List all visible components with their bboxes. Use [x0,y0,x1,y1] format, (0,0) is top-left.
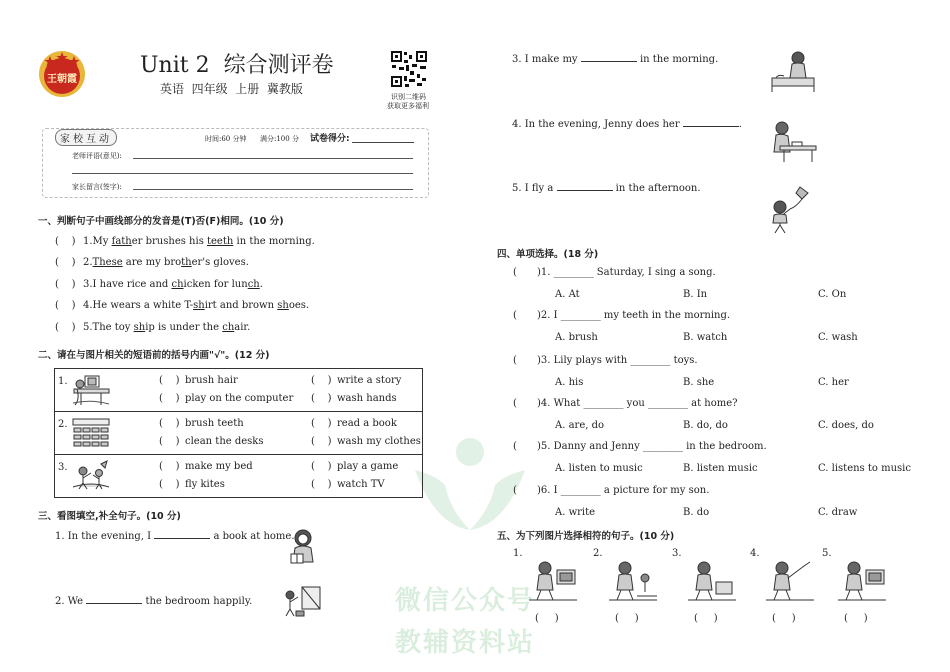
phrase-text: wash my clothes [337,436,421,447]
mc-option-a[interactable]: A. listen to music [555,463,643,474]
underlined-sound: th [181,257,192,268]
fill-blank-item [512,52,718,65]
answer-blank[interactable] [154,529,210,539]
qr-caption-2: 获取更多福利 [387,102,429,110]
sentence-text: 4. [83,300,93,311]
logo-text: 王朝霞 [47,74,77,85]
question-text: )2. I ________ my teeth in the morning. [537,310,731,321]
watermark-line-1: 微信公众号 [395,586,536,616]
answer-paren[interactable]: ( ) [615,613,639,624]
mc-option-c[interactable]: C. wash [818,332,858,343]
phrase-text: write a story [337,375,402,386]
sentence-text: 4. In the evening, Jenny does her [512,119,683,130]
teacher-comment-label: 老师评语(意见): [72,152,122,160]
phrase-option[interactable] [311,479,385,490]
phrase-option[interactable] [311,393,397,404]
answer-blank[interactable] [683,117,739,127]
picture-number: 2. [593,548,603,559]
score-label: 试卷得分: [310,134,350,144]
sentence-text: icken for lun [183,279,248,290]
mc-question [513,485,709,496]
sentence-text: air. [234,322,251,333]
picture-number: 3. [672,548,682,559]
answer-paren[interactable]: ( ) [772,613,796,624]
sentence-text: 2. [83,257,93,268]
mc-question [513,398,738,409]
parent-comment-label: 家长留言(签字): [72,183,122,191]
check-paren[interactable]: ( ) [159,393,180,404]
sentence-text: in the morning. [233,236,315,247]
sentence-text: 2. We [55,596,87,607]
home-school-badge: 家校互动 [55,129,117,146]
answer-paren[interactable]: ( [513,310,517,321]
check-paren[interactable]: ( ) [159,436,180,447]
sentence-text: er's gloves. [191,257,249,268]
phrase-text: fly kites [185,479,225,490]
phrase-text: clean the desks [185,436,264,447]
picture-number: 1. [513,548,523,559]
waving-boy-image [764,556,816,602]
answer-paren[interactable]: ( ) [55,322,76,333]
sentence-text: 5. [83,322,93,333]
picture-number: 3. [58,462,68,473]
check-paren[interactable]: ( ) [311,461,332,472]
picture-number: 4. [750,548,760,559]
computer-room-image [71,373,111,407]
time-limit: 时间:60 分钟 [205,135,247,143]
flying-kite-image [766,185,812,235]
check-paren[interactable]: ( ) [159,461,180,472]
phrase-text: watch TV [337,479,385,490]
sentence-text: My [92,236,112,247]
check-paren[interactable]: ( ) [311,393,332,404]
check-paren[interactable]: ( ) [311,375,332,386]
question-text: )3. Lily plays with ________ toys. [537,355,698,366]
picture-number: 2. [58,419,68,430]
sentence-text: in the afternoon. [612,183,701,194]
phrase-option[interactable] [159,461,253,472]
underlined-sound: sh [277,300,289,311]
section3-title: 三、看图填空,补全句子。(10 分) [38,511,181,522]
mc-option-a[interactable]: A. At [555,289,580,300]
answer-blank[interactable] [557,181,613,191]
picture-number: 5. [822,548,832,559]
phrase-option[interactable] [159,436,264,447]
answer-paren[interactable]: ( ) [694,613,718,624]
table-divider-1 [55,411,422,412]
mc-option-b[interactable]: B. In [683,289,708,300]
computer-boy-image [527,556,579,602]
mc-option-a[interactable]: A. write [555,507,596,518]
section5-title: 五、为下列图片选择相符的句子。(10 分) [497,531,675,542]
sentence-text: are my bro [122,257,182,268]
phrase-text: brush teeth [185,418,244,429]
sentence-text: ip is under the [145,322,223,333]
question-text: )4. What ________ you ________ at home? [537,398,738,409]
phrase-text: read a book [337,418,397,429]
tf-item [55,279,263,290]
underlined-sound: sh [133,322,146,333]
phrase-option[interactable] [311,461,398,472]
answer-blank[interactable] [86,594,142,604]
mc-question [513,355,698,366]
phrase-text: brush hair [185,375,238,386]
answer-paren[interactable]: ( ) [55,279,76,290]
parent-comment-line[interactable] [133,189,413,190]
mc-question [513,267,716,278]
answer-paren[interactable]: ( ) [535,613,559,624]
mc-option-a[interactable]: A. brush [555,332,598,343]
sharing-kids-image [607,556,659,602]
check-paren[interactable]: ( ) [311,479,332,490]
check-paren[interactable]: ( ) [311,418,332,429]
underlined-sound: ch [222,322,235,333]
fill-blank-item [512,117,742,130]
mc-option-a[interactable]: A. are, do [555,420,605,431]
mc-option-c[interactable]: C. her [818,377,849,388]
sentence-text: 1. In the evening, I [55,531,155,542]
fill-blank-item [55,529,295,542]
sentence-text: 1. [83,236,93,247]
mc-option-b[interactable]: B. do, do [683,420,728,431]
phrase-text: make my bed [185,461,253,472]
score-field[interactable] [352,142,414,143]
answer-paren[interactable]: ( ) [55,300,76,311]
answer-paren[interactable]: ( ) [55,236,76,247]
tf-item [55,300,309,311]
fill-blank-item [512,181,701,194]
answer-paren[interactable]: ( ) [844,613,868,624]
answer-paren[interactable]: ( [513,398,517,409]
mc-option-c[interactable]: C. draw [818,507,858,518]
underlined-sound: ch [171,279,184,290]
phrase-option[interactable] [311,418,397,429]
check-paren[interactable]: ( ) [159,375,180,386]
table-divider-2 [55,454,422,455]
tf-item [55,236,315,247]
watermark-line-2: 教辅资料站 [395,628,536,658]
making-bed-image [768,48,818,94]
section4-title: 四、单项选择。(18 分) [497,249,599,260]
fill-blank-item [55,594,252,607]
question-text: )6. I ________ a picture for my son. [537,485,710,496]
section2-title: 二、请在与图片相关的短语前的括号内画"√"。(12 分) [38,350,270,361]
mc-option-b[interactable]: B. do [683,507,710,518]
underlined-sound: fath [111,236,132,247]
qr-caption-1: 识别二维码 [391,93,426,101]
mc-option-b[interactable]: B. watch [683,332,728,343]
sentence-text: He wears a white T- [92,300,194,311]
mc-option-b[interactable]: B. she [683,377,715,388]
sentence-text: The toy [92,322,134,333]
sentence-text: oes. [288,300,310,311]
phrase-option[interactable] [311,436,421,447]
sentence-text: a book at home. [210,531,295,542]
teacher-comment-line-1[interactable] [133,158,413,159]
answer-paren[interactable]: ( [513,485,517,496]
answer-paren[interactable]: ( [513,267,517,278]
phrase-option[interactable] [159,418,244,429]
mc-option-b[interactable]: B. listen music [683,463,758,474]
section1-title: 一、判断句子中画线部分的发音是(T)否(F)相同。(10 分) [38,216,284,227]
sentence-text: 3. [83,279,93,290]
sentence-text: the bedroom happily. [142,596,253,607]
answer-paren[interactable]: ( [513,355,517,366]
phrase-text: play on the computer [185,393,294,404]
check-paren[interactable]: ( ) [159,418,180,429]
qr-code[interactable] [390,50,428,88]
mc-option-c[interactable]: C. listens to music [818,463,911,474]
page-title: Unit 2 综合测评卷 [140,53,334,78]
cleaning-bedroom-image [282,583,324,619]
sentence-text: . [259,279,263,290]
underlined-sound: sh [193,300,205,311]
phrase-option[interactable] [159,393,293,404]
publisher-logo [38,50,86,98]
sentence-text: I have rice and [92,279,172,290]
sentence-text: in the morning. [636,54,719,65]
answer-paren[interactable]: ( [513,441,517,452]
question-text: )5. Danny and Jenny ________ in the bedroom. [537,441,767,452]
girl-reading-image [287,528,321,570]
underlined-sound: These [92,257,123,268]
washing-clothes-image [686,556,738,602]
phrase-text: wash hands [337,393,397,404]
section2-table [54,368,423,498]
kids-playing-image [71,459,111,493]
mc-question [513,441,767,452]
sentence-text: er brushes his [131,236,207,247]
mc-option-a[interactable]: A. his [555,377,584,388]
tf-item [55,322,250,333]
underlined-sound: teeth [207,236,234,247]
homework-image [766,118,820,164]
tf-item [55,257,249,268]
mc-question [513,310,730,321]
phrase-option[interactable] [311,375,401,386]
phrase-text: play a game [337,461,399,472]
watching-tv-image [836,556,888,602]
phrase-option[interactable] [159,479,225,490]
full-score: 满分:100 分 [260,135,299,143]
answer-paren[interactable]: ( ) [55,257,76,268]
underlined-sound: ch [247,279,260,290]
phrase-option[interactable] [159,375,238,386]
answer-blank[interactable] [581,52,637,62]
classroom-desks-image [71,416,111,450]
picture-number: 1. [58,376,68,387]
question-text: )1. ________ Saturday, I sing a song. [537,267,716,278]
page-subtitle: 英语 四年级 上册 冀教版 [160,82,303,96]
teacher-comment-line-2[interactable] [72,173,413,174]
sentence-text: 3. I make my [512,54,581,65]
mc-option-c[interactable]: C. On [818,289,847,300]
check-paren[interactable]: ( ) [159,479,180,490]
sentence-text: irt and brown [204,300,278,311]
sentence-text: . [738,119,742,130]
sentence-text: 5. I fly a [512,183,557,194]
check-paren[interactable]: ( ) [311,436,332,447]
mc-option-c[interactable]: C. does, do [818,420,874,431]
